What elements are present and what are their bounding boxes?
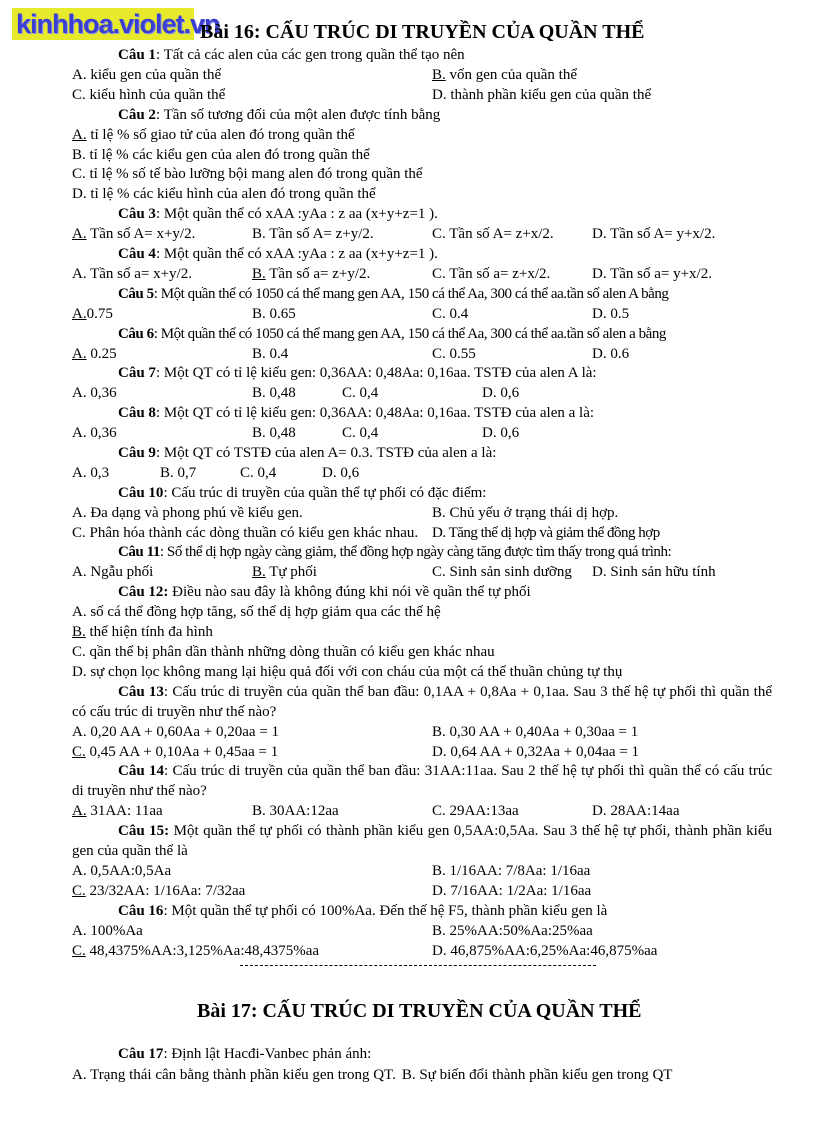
option-key: C.: [432, 265, 446, 282]
option-text: 0.5: [606, 305, 630, 322]
option-key: C.: [432, 803, 446, 820]
option-row: [72, 265, 772, 285]
option-text: 0.55: [445, 345, 476, 362]
option-text: 0.75: [86, 305, 113, 322]
question-text: : Một quần thể có xAA :yAa : z aa (x+y+z=1 ).: [155, 246, 438, 263]
question-text: : Tất cả các alen của các gen trong quần thể tạo nên: [155, 47, 465, 63]
answer-option[interactable]: [72, 66, 221, 86]
option-text: 25%AA:50%Aa:25%aa: [445, 922, 593, 939]
option-text: Tần số A= z+y/2.: [265, 226, 374, 243]
answer-option[interactable]: [432, 743, 639, 763]
answer-option[interactable]: [72, 384, 117, 404]
option-key: D.: [432, 86, 447, 103]
option-row: [72, 305, 772, 325]
answer-option[interactable]: [72, 624, 213, 640]
option-key: B.: [401, 1067, 416, 1083]
option-row: [72, 504, 772, 524]
option-text: kiểu gen của quần thể: [86, 66, 222, 83]
answer-option[interactable]: [482, 384, 519, 404]
option-text: Tần số a= z+x/2.: [445, 265, 551, 282]
option-text: thể hiện tính đa hình: [85, 624, 213, 641]
answer-option[interactable]: [482, 424, 519, 444]
answer-option[interactable]: [72, 345, 117, 365]
option-row: [72, 922, 772, 942]
option-text: 31AA: 11aa: [86, 803, 163, 820]
option-key: D.: [72, 186, 87, 203]
option-text: Chủ yếu ở trạng thái dị hợp.: [445, 504, 619, 521]
answer-option[interactable]: [72, 86, 225, 106]
question-text: : Một quần thể có 1050 cá thể mang gen AA, 150 cá thể Aa, 300 cá thể aa.tần số alen a bằng: [153, 325, 666, 342]
site-logo[interactable]: kinhhoa.violet.vn: [12, 8, 194, 40]
question-text: Điều nào sau đây là không đúng khi nói về quần thể tự phối: [168, 584, 531, 601]
answer-option[interactable]: [72, 186, 376, 202]
option-key: A.: [72, 66, 87, 83]
question-label: Câu 5: [118, 285, 154, 302]
option-text: 0,36: [86, 425, 117, 442]
question-label: Câu 12:: [118, 584, 169, 601]
option-key: C.: [432, 564, 446, 581]
option-key: C.: [72, 743, 86, 760]
option-text: Sinh sản hữu tính: [606, 564, 716, 581]
option-text: sự chọn lọc không mang lại hiệu quả đối với con cháu của một cá thể thuần chủng tự thụ: [86, 663, 623, 680]
option-row: [72, 66, 772, 86]
option-line: [72, 165, 772, 185]
option-text: Tần số a= z+y/2.: [265, 265, 371, 282]
option-row: [72, 723, 772, 743]
question-stem: [72, 444, 772, 464]
answer-option[interactable]: [592, 225, 715, 245]
option-text: 46,875%AA:6,25%Aa:46,875%aa: [446, 942, 658, 959]
answer-option[interactable]: [432, 862, 590, 882]
answer-option[interactable]: [432, 524, 660, 544]
option-key: D.: [592, 265, 607, 282]
question-label: Câu 8: [118, 405, 156, 422]
answer-option[interactable]: [592, 265, 712, 285]
option-text: Tự phối: [265, 564, 317, 581]
option-line: [72, 603, 772, 623]
option-key: C.: [72, 644, 86, 660]
question-list-2: [72, 1044, 772, 1086]
answer-option[interactable]: [322, 464, 359, 484]
option-text: 0,64 AA + 0,32Aa + 0,04aa = 1: [446, 743, 640, 760]
answer-option[interactable]: [432, 345, 476, 365]
answer-option[interactable]: [592, 802, 680, 822]
option-key: B.: [432, 862, 446, 879]
question-stem: [72, 1044, 772, 1065]
option-row: [72, 802, 772, 822]
option-text: 0,3: [86, 464, 110, 481]
question-text: : Một quần thể có 1050 cá thể mang gen AA, 150 cá thể Aa, 300 cá thể aa.tần số alen A bằng: [153, 285, 669, 302]
answer-option[interactable]: [432, 802, 519, 822]
option-key: C.: [432, 345, 446, 362]
question-text: : Cấu trúc di truyền của quần thể ban đầu: 0,1AA + 0,8Aa + 0,1aa. Sau 3 thế hệ tự phối thì quần thể có cấu trúc di truyền như thế nào?: [72, 683, 772, 720]
option-text: 0,7: [173, 464, 197, 481]
question-label: Câu 13: [118, 683, 164, 700]
page-title: Bài 16: CẤU TRÚC DI TRUYỀN CỦA QUẦN THỂ: [200, 21, 645, 43]
answer-option[interactable]: [592, 563, 716, 583]
option-key: A.: [72, 265, 87, 282]
option-key: D.: [482, 385, 497, 402]
answer-option[interactable]: [252, 384, 296, 404]
option-text: 7/16AA: 1/2Aa: 1/16aa: [446, 882, 592, 899]
question-label: Câu 2: [118, 106, 156, 123]
section-divider: [240, 965, 596, 966]
option-key: A.: [72, 1067, 87, 1083]
option-key: B.: [432, 66, 446, 83]
question-stem: [72, 822, 772, 862]
option-text: Sinh sản sinh dưỡng: [445, 564, 572, 581]
answer-option[interactable]: [72, 922, 143, 942]
option-text: 29AA:13aa: [445, 803, 519, 820]
option-key: C.: [72, 942, 86, 959]
option-line: [72, 185, 772, 205]
question-stem: [72, 364, 772, 384]
answer-option[interactable]: [252, 802, 339, 822]
option-key: B.: [160, 464, 174, 481]
answer-option[interactable]: [72, 882, 245, 902]
question-label: Câu 15:: [118, 823, 170, 840]
option-text: Tần số A= y+x/2.: [606, 226, 716, 243]
option-text: 0,4: [253, 464, 277, 481]
answer-option[interactable]: [252, 424, 296, 444]
question-list: [72, 46, 772, 961]
option-key: D.: [322, 464, 337, 481]
answer-option[interactable]: [252, 305, 296, 325]
option-key: A.: [72, 723, 87, 740]
question-text: : Định lật Hacđi-Vanbec phản ánh:: [163, 1046, 372, 1062]
option-key: B.: [252, 345, 266, 362]
option-text: 28AA:14aa: [606, 803, 680, 820]
option-row: [72, 862, 772, 882]
answer-option[interactable]: [72, 225, 195, 245]
option-row: [72, 743, 772, 763]
option-key: D.: [432, 524, 446, 541]
answer-option[interactable]: [72, 265, 192, 285]
option-key: C.: [240, 464, 254, 481]
question-stem: [72, 902, 772, 922]
answer-option[interactable]: [432, 563, 572, 583]
option-text: 100%Aa: [86, 922, 143, 939]
option-line: [72, 146, 772, 166]
answer-option[interactable]: [72, 723, 279, 743]
option-text: 0,48: [265, 385, 296, 402]
option-key: B.: [252, 564, 266, 581]
option-text: 0,4: [355, 425, 379, 442]
answer-option[interactable]: [432, 504, 618, 524]
question-stem: [72, 325, 772, 345]
option-key: C.: [432, 305, 446, 322]
option-key: A.: [72, 862, 87, 879]
option-text: 0.4: [445, 305, 469, 322]
option-text: 0,20 AA + 0,60Aa + 0,20aa = 1: [86, 723, 280, 740]
option-text: Phân hóa thành các dòng thuần có kiểu gen khác nhau.: [85, 524, 419, 541]
section-title: Bài 17: CẤU TRÚC DI TRUYỀN CỦA QUẦN THỂ: [197, 1000, 642, 1022]
question-text: : Một QT có TSTĐ của alen A= 0.3. TSTĐ của alen a là:: [155, 445, 497, 461]
question-label: Câu 10: [118, 484, 164, 501]
question-label: Câu 6: [118, 325, 154, 342]
option-row: [72, 524, 772, 544]
option-text: Ngẫu phối: [86, 564, 154, 581]
question-stem: [72, 285, 772, 305]
option-line: [72, 126, 772, 146]
option-text: 0,36: [86, 385, 117, 402]
option-key: B.: [252, 425, 266, 442]
option-text: 0.65: [265, 305, 296, 322]
option-text: 0,5AA:0,5Aa: [86, 862, 172, 879]
option-key: B.: [252, 265, 266, 282]
option-key: D.: [432, 743, 447, 760]
option-text: tỉ lệ % số tế bào lưỡng bội mang alen đó trong quần thể: [85, 166, 423, 183]
answer-option[interactable]: [432, 942, 657, 962]
answer-option[interactable]: [252, 225, 374, 245]
option-text: qần thể bị phân dần thành những dòng thuần có kiểu gen khác nhau: [85, 644, 495, 660]
option-text: tỉ lệ % các kiểu hình của alen đó trong quần thể: [86, 186, 376, 203]
option-text: 0,4: [355, 385, 379, 402]
option-key: A.: [72, 803, 87, 820]
option-text: Tần số A= x+y/2.: [86, 226, 196, 243]
option-line: [72, 663, 772, 683]
option-text: 0.6: [606, 345, 630, 362]
question-stem: [72, 484, 772, 504]
answer-option[interactable]: [240, 464, 276, 484]
option-key: C.: [432, 226, 446, 243]
option-key: A.: [72, 504, 87, 521]
question-label: Câu 14: [118, 763, 165, 780]
option-text: Đa dạng và phong phú về kiểu gen.: [86, 504, 303, 521]
answer-option[interactable]: [72, 862, 171, 882]
option-key: C.: [342, 425, 356, 442]
option-row: [72, 563, 772, 583]
option-text: kiểu hình của quần thể: [85, 86, 226, 103]
option-key: A.: [72, 385, 87, 402]
option-key: D.: [592, 226, 607, 243]
answer-option[interactable]: [252, 345, 288, 365]
question-text: : Cấu trúc di truyền của quần thể ban đầu: 31AA:11aa. Sau 2 thế hệ tự phối thì quần thể có cấu trúc di truyền như thế nào?: [72, 763, 772, 800]
option-row: [72, 1065, 772, 1086]
option-key: B.: [252, 226, 266, 243]
answer-option[interactable]: [252, 265, 370, 285]
option-text: 0.4: [265, 345, 289, 362]
answer-option[interactable]: [342, 424, 378, 444]
option-key: B.: [72, 624, 86, 641]
answer-option[interactable]: [592, 305, 629, 325]
answer-option[interactable]: [252, 563, 317, 583]
question-text: : Tần số tương đối của một alen được tính bằng: [155, 106, 441, 123]
answer-option[interactable]: [160, 464, 196, 484]
question-stem: [72, 205, 772, 225]
option-key: A.: [72, 564, 87, 581]
answer-option[interactable]: [432, 305, 468, 325]
option-text: 23/32AA: 1/16Aa: 7/32aa: [85, 882, 246, 899]
answer-option[interactable]: [72, 644, 495, 660]
question-text: : Một QT có tỉ lệ kiểu gen: 0,36AA: 0,48Aa: 0,16aa. TSTĐ của alen a là:: [155, 405, 595, 422]
option-text: 0,45 AA + 0,10Aa + 0,45aa = 1: [85, 743, 279, 760]
option-key: D.: [432, 882, 447, 899]
question-label: Câu 17: [118, 1046, 164, 1062]
question-label: Câu 4: [118, 246, 156, 263]
option-key: D.: [432, 942, 447, 959]
option-key: C.: [72, 524, 86, 541]
option-key: B.: [432, 723, 446, 740]
answer-option[interactable]: [72, 305, 113, 325]
option-key: B.: [252, 305, 266, 322]
answer-option[interactable]: [432, 86, 651, 106]
option-key: D.: [482, 425, 497, 442]
answer-option[interactable]: [592, 345, 629, 365]
option-text: tỉ lệ % số giao tử của alen đó trong quần thể: [86, 126, 355, 143]
option-row: [72, 424, 772, 444]
question-text: : Cấu trúc di truyền của quần thể tự phối có đặc điểm:: [163, 484, 487, 501]
answer-option[interactable]: [72, 802, 163, 822]
question-label: Câu 7: [118, 365, 156, 382]
question-stem: [72, 46, 772, 66]
option-row: [72, 384, 772, 404]
answer-option[interactable]: [342, 384, 378, 404]
answer-option[interactable]: [72, 664, 622, 680]
option-key: C.: [72, 86, 86, 103]
option-row: [72, 464, 772, 484]
option-text: 0,30 AA + 0,40Aa + 0,30aa = 1: [445, 723, 639, 740]
option-line: [72, 643, 772, 663]
option-key: C.: [72, 882, 86, 899]
answer-option[interactable]: [72, 464, 109, 484]
option-text: Tần số A= z+x/2.: [445, 226, 554, 243]
question-stem: [72, 683, 772, 723]
option-text: 0,6: [496, 385, 520, 402]
option-row: [72, 225, 772, 245]
answer-option[interactable]: [72, 524, 418, 544]
question-stem: [72, 583, 772, 603]
question-text: : Một QT có tỉ lệ kiểu gen: 0,36AA: 0,48Aa: 0,16aa. TSTĐ của alen A là:: [155, 365, 597, 382]
option-text: tỉ lệ % các kiểu gen của alen đó trong quần thể: [85, 146, 370, 163]
option-text: số cá thể đồng hợp tăng, số thể dị hợp giảm qua các thế hệ: [86, 604, 441, 621]
question-stem: [72, 543, 772, 563]
answer-option[interactable]: [432, 225, 554, 245]
answer-option[interactable]: [72, 424, 117, 444]
header: [0, 8, 816, 42]
answer-option[interactable]: [72, 743, 278, 763]
option-text: 0,6: [496, 425, 520, 442]
answer-option[interactable]: [72, 563, 153, 583]
answer-option[interactable]: [402, 1067, 673, 1083]
option-text: 48,4375%AA:3,125%Aa:48,4375%aa: [85, 942, 320, 959]
option-key: D.: [72, 663, 87, 680]
option-text: 1/16AA: 7/8Aa: 1/16aa: [445, 862, 591, 879]
option-key: D.: [592, 305, 607, 322]
question-label: Câu 16: [118, 902, 164, 919]
option-line: [72, 623, 772, 643]
option-key: B.: [432, 504, 446, 521]
option-key: D.: [592, 345, 607, 362]
question-label: Câu 3: [118, 206, 156, 223]
question-label: Câu 9: [118, 445, 156, 461]
option-key: A.: [72, 226, 87, 243]
option-key: A.: [72, 345, 87, 362]
question-stem: [72, 762, 772, 802]
answer-option[interactable]: [432, 723, 638, 743]
question-label: Câu 11: [118, 544, 160, 561]
option-text: Tần số a= y+x/2.: [606, 265, 712, 282]
option-key: B.: [72, 146, 86, 163]
option-key: B.: [252, 803, 266, 820]
option-key: A.: [72, 425, 87, 442]
option-key: A.: [72, 922, 87, 939]
option-text: vốn gen của quần thể: [445, 66, 577, 83]
answer-option[interactable]: [432, 882, 591, 902]
option-text: Tần số a= x+y/2.: [86, 265, 192, 282]
question-text: : Một quần thể có xAA :yAa : z aa (x+y+z=1 ).: [155, 206, 438, 223]
answer-option[interactable]: [432, 265, 550, 285]
option-key: A.: [72, 126, 87, 143]
question-label: Câu 1: [118, 47, 156, 63]
answer-option[interactable]: [72, 166, 423, 182]
option-row: [72, 345, 772, 365]
option-key: A.: [72, 604, 87, 621]
answer-option[interactable]: [72, 604, 441, 620]
option-row: [72, 86, 772, 106]
option-text: Tăng thể dị hợp và giảm thể đồng hợp: [445, 524, 660, 541]
option-key: C.: [342, 385, 356, 402]
option-text: 0,48: [265, 425, 296, 442]
question-text: : Một quần thể tự phối có 100%Aa. Đến thế hệ F5, thành phần kiểu gen là: [163, 902, 608, 919]
question-text: Một quần thể tự phối có thành phần kiểu gen 0,5AA:0,5Aa. Sau 3 thế hệ tự phối, thành phần kiểu gen của quần thể là: [72, 823, 773, 860]
option-key: D.: [592, 803, 607, 820]
option-text: 0,6: [336, 464, 360, 481]
option-key: C.: [72, 166, 86, 183]
option-key: B.: [252, 385, 266, 402]
answer-option[interactable]: [432, 66, 577, 86]
option-row: [72, 882, 772, 902]
option-key: D.: [592, 564, 607, 581]
option-key: B.: [432, 922, 446, 939]
question-stem: [72, 245, 772, 265]
option-text: 30AA:12aa: [265, 803, 339, 820]
option-text: Sự biến đổi thành phần kiểu gen trong QT: [415, 1067, 673, 1083]
option-text: 0.25: [86, 345, 117, 362]
option-row: [72, 942, 772, 962]
option-key: A.: [72, 464, 87, 481]
answer-option[interactable]: [72, 504, 303, 524]
answer-option[interactable]: [72, 147, 370, 163]
answer-option[interactable]: [72, 127, 355, 143]
option-text: thành phần kiểu gen của quần thể: [446, 86, 652, 103]
answer-option[interactable]: [72, 942, 319, 962]
question-text: : Số thể dị hợp ngày càng giảm, thể đồng hợp ngày càng tăng được tìm thấy trong quá trình:: [159, 544, 672, 561]
answer-option[interactable]: [72, 1067, 396, 1083]
question-stem: [72, 404, 772, 424]
answer-option[interactable]: [432, 922, 593, 942]
option-key: A.: [72, 305, 87, 322]
question-stem: [72, 106, 772, 126]
option-text: Trạng thái cân bằng thành phần kiểu gen trong QT.: [86, 1067, 396, 1083]
